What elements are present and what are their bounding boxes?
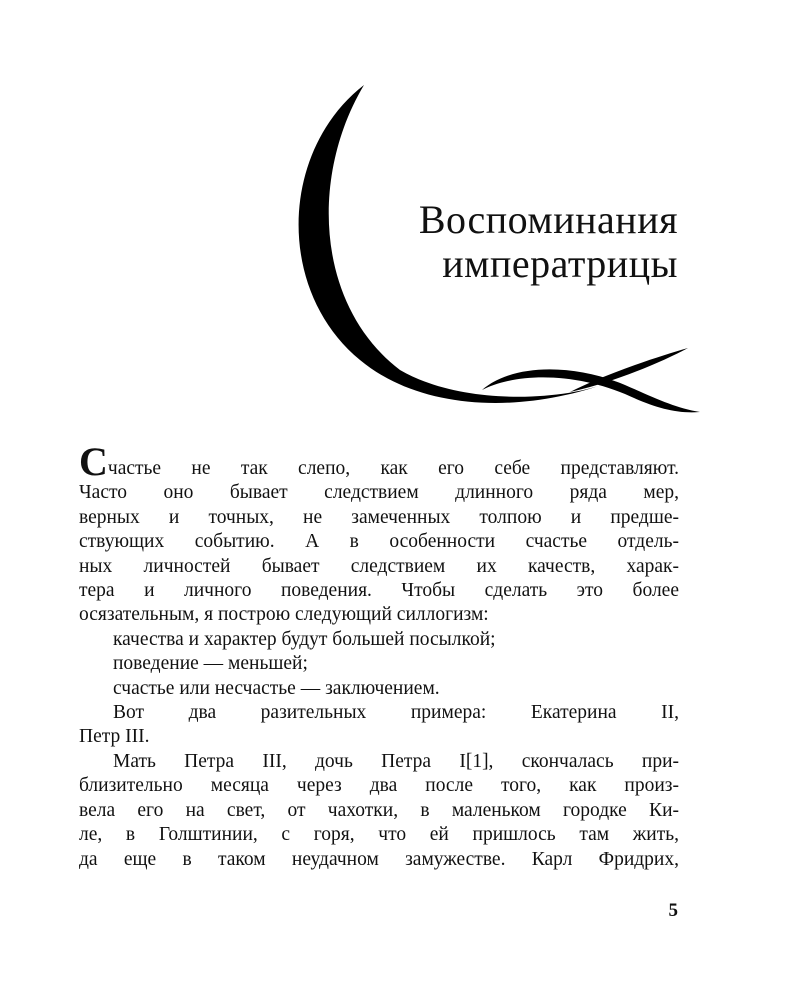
text-line: осязательным, я построю следующий силлогизм: — [79, 604, 489, 626]
text-line: верных и точных, не замеченных толпою и предше- — [79, 506, 679, 528]
text-line: счастье или несчастье — заключением. — [113, 677, 440, 699]
text-line: ле, в Голштинии, с горя, что ей пришлось там жить, — [79, 824, 679, 846]
text-line: да еще в таком неудачном замужестве. Карл Фридрих, — [79, 848, 679, 870]
drop-cap: С — [79, 439, 108, 484]
text-line: Вот два разительных примера: Екатерина II, — [113, 702, 679, 724]
text-line: Часто оно бывает следствием длинного ряда мер, — [79, 482, 679, 504]
swash-upper-stroke — [482, 369, 700, 412]
text-line: Мать Петра III, дочь Петра I[1], скончалась при- — [113, 750, 679, 772]
text-line — [79, 439, 679, 484]
text-line: ных личностей бывает следствием их качеств, харак- — [79, 555, 679, 577]
text-line: поведение — меньшей; — [113, 653, 308, 675]
chapter-title-line-1: Воспоминания — [418, 197, 678, 242]
text-line: качества и характер будут большей посылкой; — [113, 628, 496, 650]
text-line: близительно месяца через два после того, как произ- — [79, 775, 679, 797]
chapter-title — [419, 198, 678, 286]
body-text — [79, 439, 679, 872]
text-line: Петр III. — [79, 726, 150, 748]
chapter-title-line-2: императрицы — [442, 241, 678, 286]
swash-lower-stroke — [570, 348, 688, 392]
page-number: 5 — [668, 900, 678, 921]
text-line: вела его на свет, от чахотки, в маленьком городке Ки- — [79, 799, 679, 821]
text-line: тера и личного поведения. Чтобы сделать это более — [79, 580, 679, 602]
text-line: ствующих событию. А в особенности счастье отдель- — [79, 531, 679, 553]
text-line-content: частье не так слепо, как его себе представляют. — [107, 458, 679, 479]
